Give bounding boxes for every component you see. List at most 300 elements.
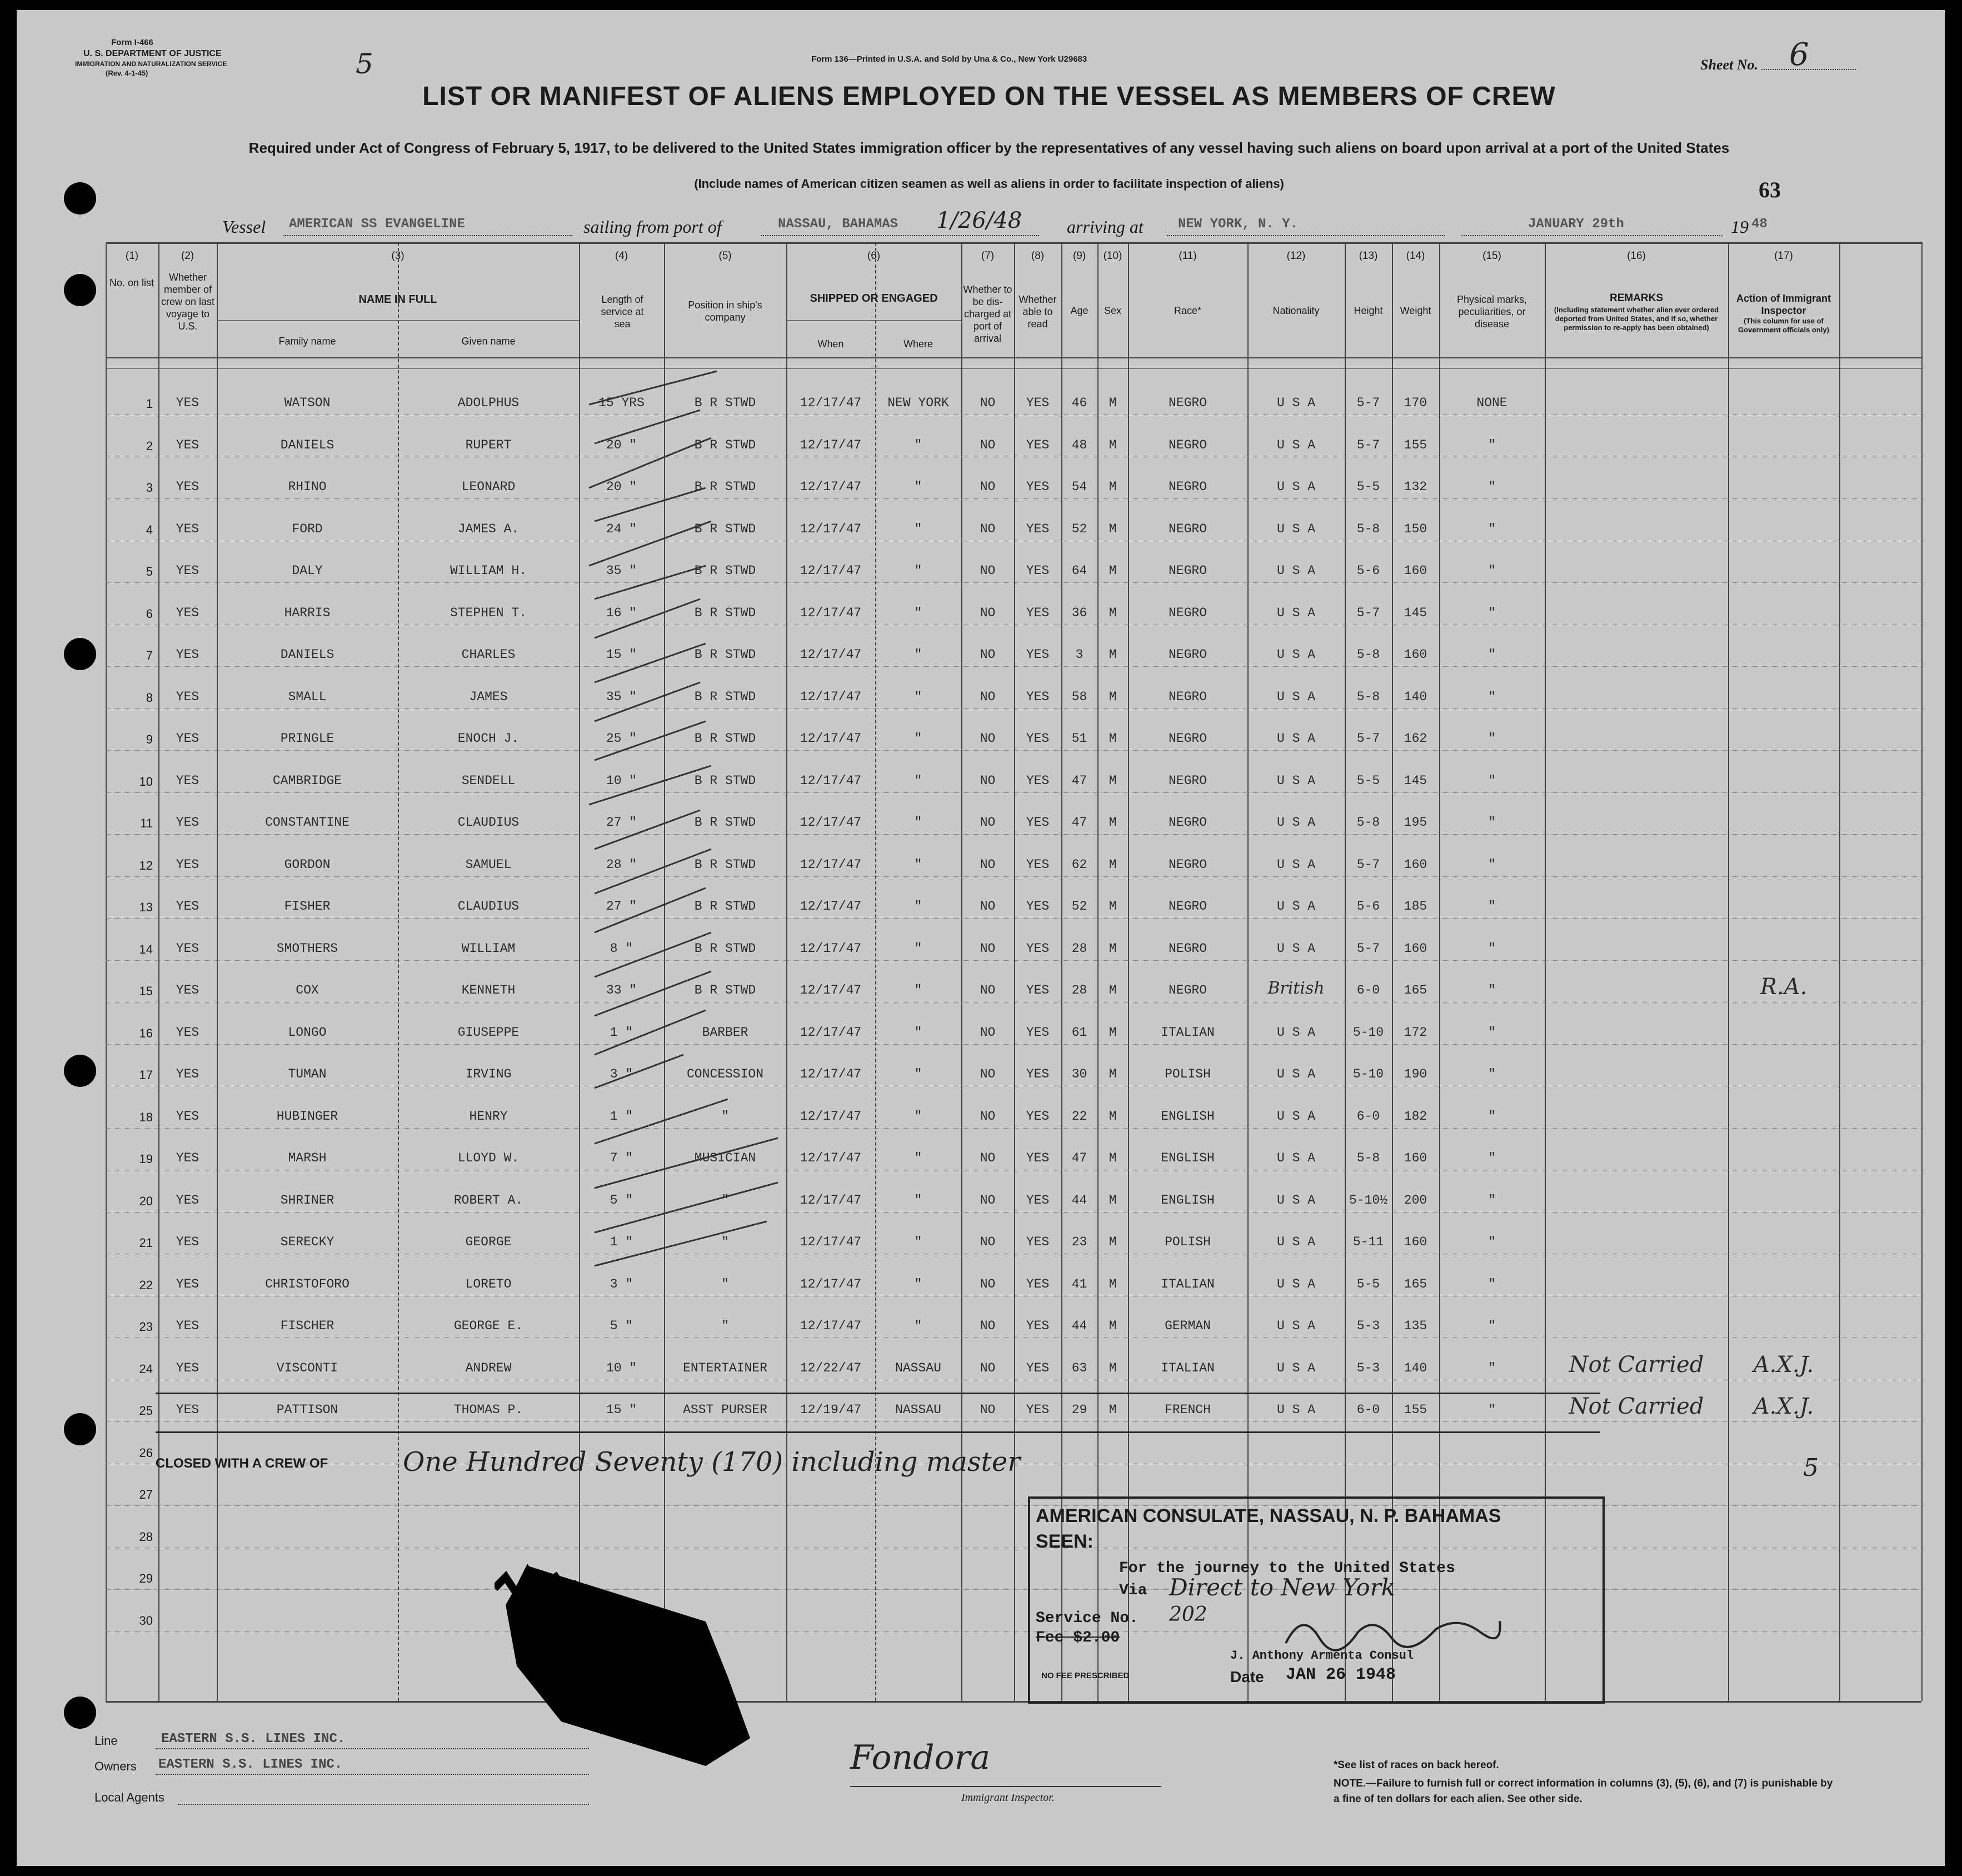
age-cell: 29 — [1071, 1403, 1087, 1417]
sex-cell: M — [1109, 1276, 1117, 1291]
row-guide-line — [106, 1044, 1921, 1045]
col-divider — [961, 242, 962, 1701]
position-cell: B R STWD — [694, 899, 756, 914]
sex-cell: M — [1109, 1360, 1117, 1375]
physical-marks-cell: " — [1488, 815, 1496, 830]
family-name-cell: FISHER — [284, 899, 331, 914]
column-number: (4) — [615, 250, 628, 262]
family-name-cell: COX — [296, 983, 319, 997]
race-cell: NEGRO — [1168, 396, 1207, 410]
physical-marks-cell: " — [1488, 480, 1496, 494]
punch-hole — [64, 182, 96, 214]
service-length-cell: 10 " — [606, 1360, 637, 1375]
position-cell: B R STWD — [694, 396, 756, 410]
discharged-cell: NO — [980, 815, 996, 830]
header-crew-last-voyage: Whether member of crew on last voyage to U.S. — [161, 272, 215, 332]
row-number: 15 — [139, 984, 153, 998]
shipped-where-cell: " — [914, 731, 922, 746]
able-to-read-cell: YES — [1026, 1360, 1050, 1375]
nationality-cell: U S A — [1276, 521, 1315, 536]
col-divider — [1392, 242, 1393, 1701]
age-cell: 46 — [1071, 396, 1087, 410]
weight-cell: 160 — [1404, 857, 1427, 872]
discharged-cell: NO — [980, 773, 996, 788]
shipped-where-cell: " — [914, 1276, 922, 1291]
owners-value: EASTERN S.S. LINES INC. — [158, 1757, 343, 1772]
row-guide-line — [106, 498, 1921, 499]
shipped-when-cell: 12/17/47 — [800, 437, 862, 452]
height-cell: 5-3 — [1356, 1319, 1380, 1333]
sex-cell: M — [1109, 480, 1117, 494]
race-cell: NEGRO — [1168, 815, 1207, 830]
race-cell: ENGLISH — [1161, 1109, 1215, 1124]
given-name-cell: JAMES — [469, 689, 508, 704]
given-name-cell: KENNETH — [461, 983, 516, 997]
header-position: Position in ship's company — [688, 300, 762, 323]
physical-marks-cell: " — [1488, 1276, 1496, 1291]
given-name-cell: SENDELL — [461, 773, 516, 788]
age-cell: 52 — [1071, 521, 1087, 536]
inspector-signature: Fondora — [850, 1738, 991, 1777]
family-name-cell: CONSTANTINE — [265, 815, 350, 830]
weight-cell: 160 — [1404, 563, 1427, 578]
discharged-cell: NO — [980, 689, 996, 704]
row-number: 7 — [146, 648, 153, 662]
service-length-cell: 15 " — [606, 1403, 637, 1417]
row-guide-line — [106, 666, 1921, 667]
form-title: LIST OR MANIFEST OF ALIENS EMPLOYED ON THE VESSEL AS MEMBERS OF CREW — [422, 82, 1556, 111]
sheet-label: Sheet No. — [1700, 57, 1758, 73]
family-name-cell: SERECKY — [280, 1235, 335, 1249]
given-name-cell: HENRY — [469, 1109, 508, 1124]
empty-row-number: 29 — [139, 1571, 153, 1585]
col-divider — [217, 242, 218, 1701]
column-number: (1) — [125, 250, 139, 262]
family-name-cell: PRINGLE — [280, 731, 335, 746]
physical-marks-cell: " — [1488, 983, 1496, 997]
age-cell: 22 — [1071, 1109, 1087, 1124]
given-name-cell: CHARLES — [461, 647, 516, 662]
consulate-seen: SEEN: — [1036, 1531, 1094, 1552]
position-cell: B R STWD — [694, 437, 756, 452]
race-cell: NEGRO — [1168, 773, 1207, 788]
weight-cell: 170 — [1404, 396, 1427, 410]
column-number: (15) — [1482, 250, 1501, 262]
height-cell: 5-8 — [1356, 815, 1380, 830]
able-to-read-cell: YES — [1026, 605, 1050, 620]
header-action-note: (This column for use of Government officials only) — [1738, 317, 1829, 334]
header-family-name: Family name — [278, 336, 336, 347]
closed-label: CLOSED WITH A CREW OF — [156, 1456, 328, 1471]
crew-last-voyage-cell: YES — [176, 1193, 199, 1208]
row-guide-line — [106, 1589, 1921, 1590]
col-divider — [1439, 242, 1440, 1701]
crew-last-voyage-cell: YES — [176, 773, 199, 788]
col-divider — [1014, 242, 1015, 1701]
shipped-where-cell: " — [914, 563, 922, 578]
family-name-cell: DANIELS — [280, 437, 335, 452]
shipped-where-cell: NASSAU — [895, 1360, 941, 1375]
service-length-cell: 5 " — [610, 1319, 633, 1333]
redaction-blot — [495, 1555, 761, 1777]
age-cell: 44 — [1071, 1193, 1087, 1208]
age-cell: 61 — [1071, 1025, 1087, 1040]
header-nationality: Nationality — [1272, 305, 1320, 316]
race-cell: NEGRO — [1168, 983, 1207, 997]
sailing-handwritten-date: 1/26/48 — [936, 208, 1022, 233]
service-length-cell: 33 " — [606, 983, 637, 997]
row-number: 19 — [139, 1152, 153, 1166]
able-to-read-cell: YES — [1026, 1025, 1050, 1040]
able-to-read-cell: YES — [1026, 1319, 1050, 1333]
age-cell: 64 — [1071, 563, 1087, 578]
remarks-cell: Not Carried — [1569, 1351, 1704, 1378]
header-discharged: Whether to be dis-charged at port of arrival — [963, 284, 1012, 344]
height-cell: 5-5 — [1356, 1276, 1380, 1291]
weight-cell: 182 — [1404, 1109, 1427, 1124]
age-cell: 47 — [1071, 773, 1087, 788]
family-name-cell: PATTISON — [276, 1403, 338, 1417]
family-name-cell: RHINO — [288, 480, 327, 494]
physical-marks-cell: " — [1488, 857, 1496, 872]
family-name-cell: CHRISTOFORO — [265, 1276, 350, 1291]
sex-cell: M — [1109, 1109, 1117, 1124]
row-number: 13 — [139, 900, 153, 914]
physical-marks-cell: " — [1488, 605, 1496, 620]
header-bottom-border — [106, 357, 1921, 358]
header-remarks: REMARKS — [1609, 292, 1664, 304]
physical-marks-cell: " — [1488, 521, 1496, 536]
race-cell: ENGLISH — [1161, 1193, 1215, 1208]
header-action-inspector: Action of Immigrant Inspector — [1736, 293, 1831, 316]
position-cell: B R STWD — [694, 563, 756, 578]
crew-last-voyage-cell: YES — [176, 857, 199, 872]
crew-last-voyage-cell: YES — [176, 1067, 199, 1081]
crew-last-voyage-cell: YES — [176, 563, 199, 578]
sailing-label: sailing from port of — [583, 217, 722, 237]
physical-marks-cell: " — [1488, 1025, 1496, 1040]
shipped-when-cell: 12/17/47 — [800, 689, 862, 704]
position-cell: MUSICIAN — [694, 1151, 756, 1165]
crew-last-voyage-cell: YES — [176, 1276, 199, 1291]
weight-cell: 160 — [1404, 941, 1427, 956]
crew-last-voyage-cell: YES — [176, 1109, 199, 1124]
discharged-cell: NO — [980, 899, 996, 914]
service-length-cell: 8 " — [610, 941, 633, 956]
pencil-strokes — [572, 355, 806, 1466]
column-number: (7) — [981, 250, 995, 262]
position-cell: B R STWD — [694, 480, 756, 494]
family-name-cell: HARRIS — [284, 605, 331, 620]
able-to-read-cell: YES — [1026, 941, 1050, 956]
position-cell: B R STWD — [694, 815, 756, 830]
sex-cell: M — [1109, 1319, 1117, 1333]
row-number: 25 — [139, 1404, 153, 1418]
race-note: *See list of races on back hereof. — [1334, 1759, 1499, 1771]
age-cell: 30 — [1071, 1067, 1087, 1081]
header-remarks-note: (Including statement whether alien ever ordered deported from United States, and if so, whether permission to re-apply has been obtained) — [1554, 306, 1719, 332]
service-length-cell: 27 " — [606, 815, 637, 830]
position-cell: B R STWD — [694, 605, 756, 620]
shipped-when-cell: 12/17/47 — [800, 773, 862, 788]
able-to-read-cell: YES — [1026, 857, 1050, 872]
column-number: (10) — [1103, 250, 1122, 262]
shipped-when-cell: 12/17/47 — [800, 605, 862, 620]
shipped-when-cell: 12/17/47 — [800, 563, 862, 578]
col-divider — [875, 242, 876, 1701]
given-name-cell: ENOCH J. — [457, 731, 520, 746]
able-to-read-cell: YES — [1026, 773, 1050, 788]
arriving-value: NEW YORK, N. Y. — [1178, 217, 1299, 232]
weight-cell: 145 — [1404, 773, 1427, 788]
shipped-when-cell: 12/22/47 — [800, 1360, 862, 1375]
signature-line — [850, 1786, 1161, 1787]
nationality-cell: U S A — [1276, 899, 1315, 914]
shipped-when-cell: 12/17/47 — [800, 521, 862, 536]
punch-hole — [64, 274, 96, 306]
height-cell: 5-7 — [1356, 857, 1380, 872]
nationality-cell: U S A — [1276, 1360, 1315, 1375]
sex-cell: M — [1109, 1235, 1117, 1249]
row-24-strike — [156, 1393, 1600, 1394]
height-cell: 5-8 — [1356, 689, 1380, 704]
shipped-where-cell: " — [914, 1109, 922, 1124]
nationality-cell: U S A — [1276, 1067, 1315, 1081]
column-number: (12) — [1286, 250, 1306, 262]
header-when: When — [817, 338, 844, 350]
weight-cell: 160 — [1404, 647, 1427, 662]
race-cell: NEGRO — [1168, 689, 1207, 704]
given-name-cell: JAMES A. — [457, 521, 520, 536]
physical-marks-cell: " — [1488, 689, 1496, 704]
service-length-cell: 10 " — [606, 773, 637, 788]
physical-marks-cell: " — [1488, 899, 1496, 914]
race-cell: NEGRO — [1168, 647, 1207, 662]
row-number: 14 — [139, 942, 153, 956]
position-cell: BARBER — [702, 1025, 748, 1040]
shipped-where-cell: " — [914, 857, 922, 872]
shipped-where-cell: " — [914, 689, 922, 704]
arrival-date: JANUARY 29th — [1528, 217, 1624, 232]
row-guide-line — [106, 1212, 1921, 1213]
height-cell: 5-7 — [1356, 605, 1380, 620]
height-cell: 5-10½ — [1349, 1193, 1387, 1208]
row-number: 1 — [146, 397, 153, 411]
nationality-cell: U S A — [1276, 1193, 1315, 1208]
weight-cell: 190 — [1404, 1067, 1427, 1081]
height-cell: 5-6 — [1356, 899, 1380, 914]
col-divider — [1345, 242, 1346, 1701]
able-to-read-cell: YES — [1026, 647, 1050, 662]
weight-cell: 165 — [1404, 983, 1427, 997]
physical-marks-cell: " — [1488, 1067, 1496, 1081]
given-name-cell: GEORGE E. — [453, 1319, 523, 1333]
col-divider — [398, 242, 399, 1701]
age-cell: 23 — [1071, 1235, 1087, 1249]
family-name-cell: FORD — [292, 521, 323, 536]
fine-note: NOTE.—Failure to furnish full or correct information in columns (3), (5), (6), and (7) is punishable by a fine of ten dollars for each alien. See other side. — [1334, 1778, 1833, 1805]
consulate-title: AMERICAN CONSULATE, NASSAU, N. P. BAHAMAS — [1036, 1505, 1501, 1526]
physical-marks-cell: " — [1488, 731, 1496, 746]
position-cell: " — [721, 1319, 729, 1333]
shipped-where-cell: " — [914, 983, 922, 997]
discharged-cell: NO — [980, 605, 996, 620]
discharged-cell: NO — [980, 563, 996, 578]
family-name-cell: HUBINGER — [276, 1109, 338, 1124]
able-to-read-cell: YES — [1026, 396, 1050, 410]
shipped-when-cell: 12/17/47 — [800, 731, 862, 746]
service-length-cell: 7 " — [610, 1151, 633, 1165]
sex-cell: M — [1109, 563, 1117, 578]
weight-cell: 195 — [1404, 815, 1427, 830]
crew-last-voyage-cell: YES — [176, 731, 199, 746]
family-name-cell: DANIELS — [280, 647, 335, 662]
row-number: 3 — [146, 481, 153, 495]
empty-row-number: 27 — [139, 1488, 153, 1501]
form-subtitle: Required under Act of Congress of February 5, 1917, to be delivered to the United States immigration officer by the representatives of any vessel having such aliens on board upon arrival at a port of the United States — [248, 139, 1730, 156]
column-number: (17) — [1774, 250, 1793, 262]
service-length-cell: 15 " — [606, 647, 637, 662]
discharged-cell: NO — [980, 1360, 996, 1375]
age-cell: 51 — [1071, 731, 1087, 746]
discharged-cell: NO — [980, 1403, 996, 1417]
position-cell: CONCESSION — [686, 1067, 764, 1081]
nationality-cell: U S A — [1276, 1151, 1315, 1165]
given-name-cell: WILLIAM — [461, 941, 516, 956]
weight-cell: 155 — [1404, 437, 1427, 452]
crew-last-voyage-cell: YES — [176, 1235, 199, 1249]
year-value: 48 — [1751, 217, 1768, 232]
consulate-service-label: Service No. — [1036, 1610, 1139, 1627]
header-able-to-read: Whether able to read — [1019, 294, 1057, 330]
col-divider — [1097, 242, 1099, 1701]
crew-last-voyage-cell: YES — [176, 1360, 199, 1375]
row-number: 12 — [139, 858, 153, 872]
able-to-read-cell: YES — [1026, 1109, 1050, 1124]
family-name-cell: WATSON — [284, 396, 331, 410]
race-cell: NEGRO — [1168, 521, 1207, 536]
family-name-cell: SHRINER — [280, 1193, 335, 1208]
vessel-value: AMERICAN SS EVANGELINE — [289, 217, 465, 232]
position-cell: B R STWD — [694, 521, 756, 536]
height-cell: 5-8 — [1356, 1151, 1380, 1165]
service-length-cell: 3 " — [610, 1276, 633, 1291]
column-number: (8) — [1031, 250, 1045, 262]
col-divider — [1128, 242, 1129, 1701]
nationality-cell: U S A — [1276, 773, 1315, 788]
family-name-cell: SMOTHERS — [276, 941, 338, 956]
able-to-read-cell: YES — [1026, 1151, 1050, 1165]
height-cell: 5-7 — [1356, 396, 1380, 410]
shipped-when-cell: 12/17/47 — [800, 1193, 862, 1208]
given-name-cell: RUPERT — [465, 437, 512, 452]
shipped-when-cell: 12/17/47 — [800, 1235, 862, 1249]
service-length-cell: 27 " — [606, 899, 637, 914]
header-name-in-full: NAME IN FULL — [358, 293, 437, 306]
physical-marks-cell: NONE — [1476, 396, 1507, 410]
race-cell: NEGRO — [1168, 857, 1207, 872]
discharged-cell: NO — [980, 731, 996, 746]
nationality-cell: U S A — [1276, 1235, 1315, 1249]
sex-cell: M — [1109, 815, 1117, 830]
age-cell: 3 — [1075, 647, 1084, 662]
service-length-cell: 1 " — [610, 1109, 633, 1124]
crew-last-voyage-cell: YES — [176, 689, 199, 704]
family-name-cell: MARSH — [288, 1151, 327, 1165]
owners-label: Owners — [94, 1759, 137, 1773]
corner-mark: 5 — [356, 48, 373, 80]
consulate-no-fee: NO FEE PRESCRIBED — [1041, 1671, 1130, 1680]
service-length-cell: 35 " — [606, 563, 637, 578]
punch-hole — [64, 638, 96, 670]
crew-last-voyage-cell: YES — [176, 480, 199, 494]
row-number: 21 — [139, 1236, 153, 1250]
height-cell: 5-7 — [1356, 941, 1380, 956]
nationality-cell: U S A — [1276, 857, 1315, 872]
sex-cell: M — [1109, 731, 1117, 746]
given-name-cell: LEONARD — [461, 480, 516, 494]
able-to-read-cell: YES — [1026, 437, 1050, 452]
able-to-read-cell: YES — [1026, 983, 1050, 997]
sailing-value: NASSAU, BAHAMAS — [778, 217, 898, 232]
dotted-line — [1461, 235, 1723, 236]
race-cell: NEGRO — [1168, 605, 1207, 620]
row-number: 17 — [139, 1068, 153, 1082]
race-cell: GERMAN — [1165, 1319, 1211, 1333]
header-physical-marks: Physical marks, peculiarities, or disease — [1456, 294, 1527, 330]
discharged-cell: NO — [980, 983, 996, 997]
physical-marks-cell: " — [1488, 773, 1496, 788]
physical-marks-cell: " — [1488, 941, 1496, 956]
service-length-cell: 24 " — [606, 521, 637, 536]
given-name-cell: GEORGE — [465, 1235, 512, 1249]
shipped-where-cell: " — [914, 941, 922, 956]
age-cell: 54 — [1071, 480, 1087, 494]
closed-crew-count: One Hundred Seventy (170) including master — [403, 1446, 1021, 1478]
discharged-cell: NO — [980, 1067, 996, 1081]
shipped-when-cell: 12/17/47 — [800, 1109, 862, 1124]
weight-cell: 140 — [1404, 1360, 1427, 1375]
position-cell: B R STWD — [694, 689, 756, 704]
family-name-cell: VISCONTI — [276, 1360, 338, 1375]
table-top-border — [106, 242, 1921, 244]
able-to-read-cell: YES — [1026, 1276, 1050, 1291]
table-bottom-border — [106, 1701, 1921, 1703]
shipped-when-cell: 12/17/47 — [800, 899, 862, 914]
given-name-cell: ROBERT A. — [453, 1193, 523, 1208]
given-name-cell: ADOLPHUS — [457, 396, 520, 410]
sex-cell: M — [1109, 521, 1117, 536]
nationality-cell: U S A — [1276, 941, 1315, 956]
nationality-cell: U S A — [1276, 1319, 1315, 1333]
nationality-cell: U S A — [1276, 1276, 1315, 1291]
crew-last-voyage-cell: YES — [176, 647, 199, 662]
sex-cell: M — [1109, 983, 1117, 997]
arriving-label: arriving at — [1067, 217, 1144, 237]
age-cell: 63 — [1071, 1360, 1087, 1375]
row-number: 22 — [139, 1278, 153, 1292]
crew-last-voyage-cell: YES — [176, 1403, 199, 1417]
row-number: 23 — [139, 1320, 153, 1334]
manifest-sheet — [17, 10, 1945, 1866]
shipped-when-cell: 12/17/47 — [800, 1151, 862, 1165]
given-name-cell: IRVING — [465, 1067, 512, 1081]
shipped-when-cell: 12/17/47 — [800, 857, 862, 872]
printer-note: Form 136—Printed in U.S.A. and Sold by Una & Co., New York U29683 — [811, 54, 1087, 64]
family-name-cell: FISCHER — [280, 1319, 335, 1333]
shipped-subheader-divider — [786, 320, 961, 321]
able-to-read-cell: YES — [1026, 480, 1050, 494]
